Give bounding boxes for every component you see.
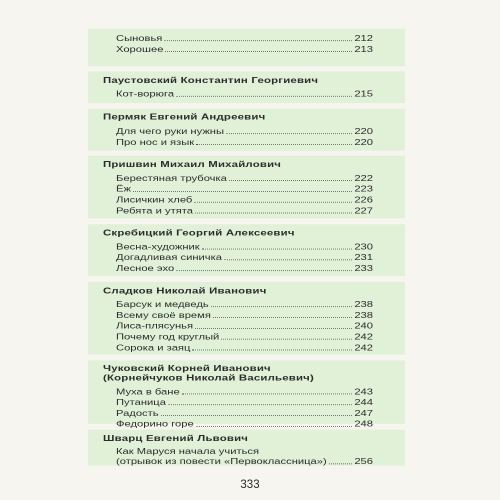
dot-leader — [192, 343, 352, 350]
toc-entry[interactable] — [116, 409, 373, 419]
dot-leader — [229, 174, 352, 181]
author-name: Пришвин Михаил Михайлович — [103, 160, 282, 170]
entry-title: Берестяная трубочка — [116, 174, 227, 184]
entry-title: Сорока и заяц — [116, 343, 191, 353]
dot-leader — [176, 264, 352, 271]
toc-entry[interactable] — [116, 206, 373, 216]
entry-page: 220 — [354, 127, 373, 137]
entry-title: Догадливая синичка — [116, 253, 222, 263]
entry-page: 227 — [354, 206, 373, 216]
entry-page: 213 — [354, 45, 373, 55]
author-name: (Корнейчуков Николай Васильевич) — [103, 374, 314, 383]
dot-leader — [196, 420, 353, 427]
author-name: Пермяк Евгений Андреевич — [103, 113, 266, 122]
entry-page: 222 — [354, 174, 373, 184]
dot-leader — [196, 138, 352, 145]
entry-page: 220 — [354, 138, 373, 148]
toc-entry[interactable] — [116, 264, 373, 274]
entry-page: 248 — [354, 420, 373, 429]
entry-title: Для чего руки нужны — [116, 127, 225, 137]
toc-entry[interactable] — [116, 300, 373, 310]
entry-page: 247 — [354, 409, 373, 419]
toc-entry[interactable] — [116, 195, 373, 205]
author-name: Паустовский Константин Георгиевич — [103, 76, 319, 86]
dot-leader — [161, 409, 353, 416]
entry-page: 244 — [354, 398, 373, 408]
entry-title: Ёж — [116, 185, 131, 194]
entry-page: 215 — [354, 90, 373, 99]
entry-page: 256 — [354, 457, 373, 467]
entry-title: Весна-художник — [116, 242, 200, 252]
entry-title: Барсук и медведь — [116, 300, 209, 310]
page-number: 333 — [240, 479, 260, 491]
toc-entry[interactable] — [116, 138, 373, 148]
toc-entry[interactable] — [116, 253, 373, 263]
toc-entry[interactable] — [116, 420, 373, 430]
entry-title: Про нос и язык — [116, 138, 195, 148]
toc-entry[interactable] — [116, 174, 373, 184]
dot-leader — [224, 253, 352, 260]
toc-entry[interactable] — [116, 311, 373, 321]
dot-leader — [329, 457, 353, 464]
entry-page: 243 — [354, 387, 373, 397]
dot-leader — [164, 34, 352, 41]
entry-page: 231 — [354, 253, 373, 263]
dot-leader — [195, 206, 352, 213]
entry-title: Почему год круглый — [116, 333, 220, 342]
dot-leader — [176, 89, 352, 96]
entry-page: 230 — [354, 242, 373, 252]
entry-title: Сыновья — [116, 34, 163, 44]
toc-entry[interactable] — [116, 448, 373, 457]
author-name: Скребицкий Георгий Алексеевич — [103, 229, 295, 238]
entry-subtitle: (отрывок из повести «Первоклассница») — [116, 457, 327, 467]
entry-title: Муха в бане — [116, 387, 180, 397]
entry-page: 240 — [354, 322, 373, 331]
entry-page: 242 — [354, 333, 373, 342]
entry-page: 223 — [354, 185, 373, 194]
entry-title: Лиса-плясунья — [116, 322, 194, 331]
toc-entry[interactable] — [116, 34, 373, 44]
dot-leader — [221, 332, 352, 339]
dot-leader — [165, 45, 352, 52]
entry-title: Как Маруся начала учиться — [116, 447, 260, 457]
author-name: Чуковский Корней Иванович — [103, 364, 271, 374]
toc-entry[interactable] — [116, 322, 373, 332]
toc-entry[interactable] — [116, 185, 373, 195]
entry-title: Лисичкин хлеб — [116, 196, 193, 205]
entry-title: Радость — [116, 409, 159, 419]
author-name: Шварц Евгений Львович — [103, 434, 249, 444]
toc-entry[interactable] — [116, 332, 373, 342]
entry-title: Хорошее — [116, 45, 164, 55]
entry-page: 238 — [354, 300, 373, 310]
entry-page: 212 — [354, 34, 373, 44]
entry-title: Лесное эхо — [116, 264, 175, 274]
toc-entry[interactable] — [116, 457, 373, 467]
entry-page: 233 — [354, 264, 373, 274]
entry-page: 242 — [354, 343, 373, 353]
toc-entry[interactable] — [116, 89, 373, 99]
entry-title: Федорино горе — [116, 420, 194, 429]
dot-leader — [194, 195, 352, 202]
entry-page: 226 — [354, 196, 373, 205]
dot-leader — [211, 300, 353, 307]
entry-title: Путаница — [116, 398, 166, 408]
entry-title: Ребята и утята — [116, 206, 193, 216]
toc-entry[interactable] — [116, 343, 373, 353]
toc-entry[interactable] — [116, 45, 373, 55]
dot-leader — [133, 185, 352, 192]
author-name: Сладков Николай Иванович — [103, 286, 267, 296]
dot-leader — [202, 242, 353, 249]
dot-leader — [195, 322, 352, 329]
dot-leader — [226, 127, 352, 134]
toc-entry[interactable] — [116, 387, 373, 397]
toc-entry[interactable] — [116, 398, 373, 408]
dot-leader — [168, 398, 352, 405]
entry-title: Кот-ворюга — [116, 90, 175, 99]
toc-entry[interactable] — [116, 127, 373, 137]
entry-title: Всему своё время — [116, 311, 211, 321]
toc-entry[interactable] — [116, 242, 373, 252]
dot-leader — [213, 311, 352, 318]
entry-page: 238 — [354, 311, 373, 321]
dot-leader — [182, 387, 353, 394]
